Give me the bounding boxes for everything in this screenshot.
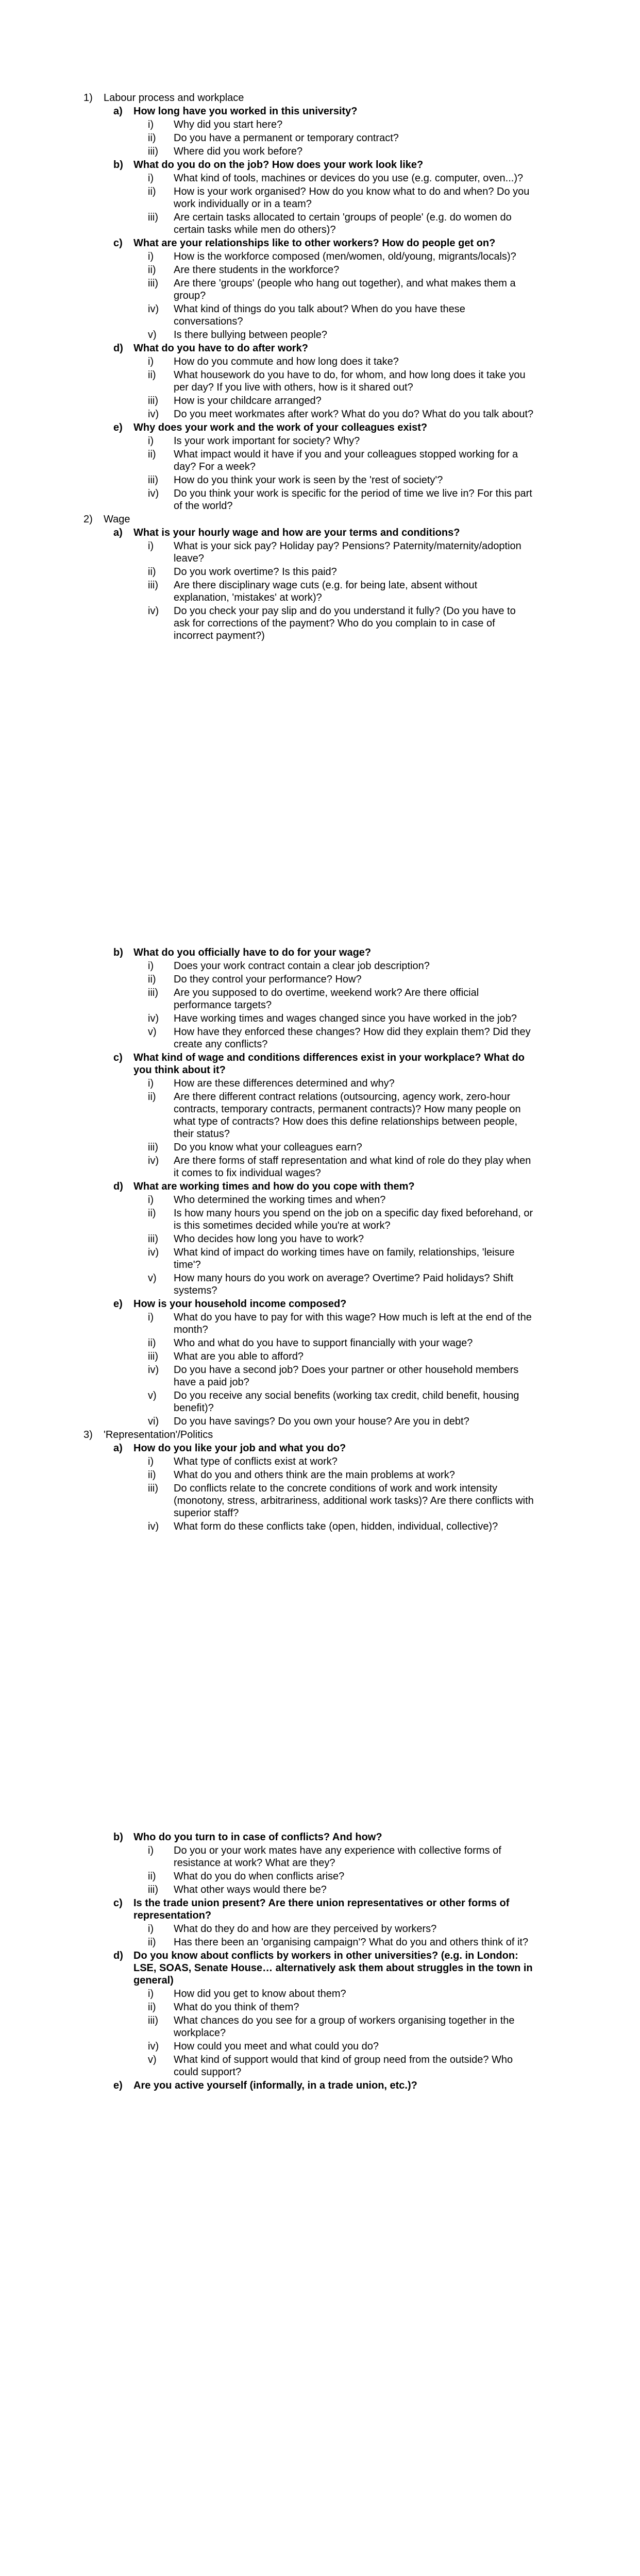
question-numeral: ii) bbox=[148, 449, 156, 460]
question-item bbox=[133, 1141, 547, 1154]
subsection-heading bbox=[113, 421, 547, 434]
question-item bbox=[133, 448, 547, 473]
question-text: What kind of impact do working times have on family, relationships, 'leisure time'? bbox=[174, 1247, 515, 1270]
subsection-letter: a) bbox=[113, 1443, 123, 1454]
question-numeral: vi) bbox=[148, 1416, 159, 1427]
question-numeral: iii) bbox=[148, 580, 158, 591]
subsection-letter: e) bbox=[113, 1298, 123, 1310]
subsection-question: What kind of wage and conditions differences exist in your workplace? What do you think about it? bbox=[133, 1052, 525, 1076]
question-text: Are there disciplinary wage cuts (e.g. for being late, absent without explanation, 'mistakes' at work)? bbox=[174, 580, 478, 603]
question-text: How did you get to know about them? bbox=[174, 1988, 346, 1999]
subsection bbox=[113, 105, 547, 158]
subsection-heading bbox=[113, 342, 547, 354]
question-numeral: v) bbox=[148, 1390, 157, 1401]
question-item bbox=[133, 1012, 547, 1025]
subsection bbox=[113, 1831, 547, 1896]
question-numeral: iii) bbox=[148, 2015, 158, 2026]
section bbox=[83, 946, 547, 1428]
subsection-letter: a) bbox=[113, 106, 123, 117]
question-text: Do you meet workmates after work? What do you do? What do you talk about? bbox=[174, 409, 534, 420]
question-item bbox=[133, 1350, 547, 1363]
question-numeral: iii) bbox=[148, 212, 158, 223]
question-item bbox=[133, 1311, 547, 1336]
question-numeral: i) bbox=[148, 1456, 154, 1467]
question-numeral: iv) bbox=[148, 1364, 159, 1376]
question-item bbox=[133, 1469, 547, 1481]
question-item bbox=[133, 1455, 547, 1468]
question-item bbox=[133, 277, 547, 302]
question-item bbox=[133, 1091, 547, 1140]
subsection-heading bbox=[113, 1442, 547, 1454]
question-text: How many hours do you work on average? Overtime? Paid holidays? Shift systems? bbox=[174, 1273, 514, 1296]
question-item bbox=[133, 1870, 547, 1883]
question-text: Do you or your work mates have any experience with collective forms of resistance at work? What are they? bbox=[174, 1845, 501, 1869]
subsection bbox=[113, 1298, 547, 1428]
question-text: What housework do you have to do, for whom, and how long does it take you per day? If you live with others, how is it shared out? bbox=[174, 369, 526, 393]
question-text: Do you think your work is specific for the period of time we live in? For this part of the world? bbox=[174, 488, 532, 512]
question-numeral: iv) bbox=[148, 409, 159, 420]
section-title: Wage bbox=[104, 514, 130, 525]
subsection-question: What do you officially have to do for your wage? bbox=[133, 947, 372, 958]
subsection bbox=[113, 946, 547, 1050]
question-text: Do you work overtime? Is this paid? bbox=[174, 566, 337, 578]
subsection-question: How is your household income composed? bbox=[133, 1298, 347, 1310]
question-numeral: ii) bbox=[148, 2002, 156, 2013]
question-numeral: i) bbox=[148, 119, 154, 130]
question-item bbox=[133, 960, 547, 972]
question-item bbox=[133, 1415, 547, 1428]
question-text: Is there bullying between people? bbox=[174, 329, 327, 341]
question-numeral: v) bbox=[148, 1273, 157, 1284]
section bbox=[83, 513, 547, 642]
question-numeral: i) bbox=[148, 356, 154, 367]
question-numeral: iii) bbox=[148, 1884, 158, 1895]
section-number: 1) bbox=[83, 92, 93, 104]
question-numeral: iv) bbox=[148, 1521, 159, 1532]
question-numeral: iv) bbox=[148, 1247, 159, 1258]
question-item bbox=[133, 329, 547, 341]
question-item bbox=[133, 540, 547, 565]
section bbox=[83, 1429, 547, 1533]
subsection-question: Who do you turn to in case of conflicts? And how? bbox=[133, 1832, 382, 1843]
question-text: How are these differences determined and why? bbox=[174, 1078, 395, 1089]
question-text: What kind of things do you talk about? When do you have these conversations? bbox=[174, 303, 465, 327]
subsection-heading bbox=[113, 527, 547, 539]
section-heading bbox=[83, 513, 547, 526]
question-text: What kind of tools, machines or devices do you use (e.g. computer, oven...)? bbox=[174, 173, 524, 184]
question-text: How could you meet and what could you do? bbox=[174, 2041, 379, 2052]
question-numeral: iii) bbox=[148, 1142, 158, 1153]
question-numeral: ii) bbox=[148, 1937, 156, 1948]
subsection bbox=[113, 1180, 547, 1297]
question-item bbox=[133, 172, 547, 184]
question-item bbox=[133, 1364, 547, 1388]
question-numeral: iv) bbox=[148, 605, 159, 617]
question-item bbox=[133, 1026, 547, 1050]
question-item bbox=[133, 1936, 547, 1948]
question-item bbox=[133, 408, 547, 420]
section bbox=[83, 92, 547, 512]
question-numeral: i) bbox=[148, 1923, 154, 1935]
subsection-heading bbox=[113, 159, 547, 171]
question-text: Are you supposed to do overtime, weekend work? Are there official performance targets? bbox=[174, 987, 479, 1011]
question-numeral: iii) bbox=[148, 987, 158, 998]
question-item bbox=[133, 1155, 547, 1179]
subsection bbox=[113, 237, 547, 341]
subsection bbox=[113, 159, 547, 236]
question-text: What type of conflicts exist at work? bbox=[174, 1456, 338, 1467]
subsection-heading bbox=[113, 1897, 547, 1922]
section-heading bbox=[83, 1429, 547, 1441]
question-text: Where did you work before? bbox=[174, 146, 303, 157]
section-title: Labour process and workplace bbox=[104, 92, 244, 104]
question-numeral: ii) bbox=[148, 186, 156, 197]
subsection bbox=[113, 342, 547, 420]
subsection-question: Why does your work and the work of your colleagues exist? bbox=[133, 422, 428, 433]
question-text: What chances do you see for a group of workers organising together in the workplace? bbox=[174, 2015, 515, 2039]
question-numeral: v) bbox=[148, 329, 157, 341]
subsection bbox=[113, 1897, 547, 1948]
question-text: Do you have a second job? Does your partner or other household members have a paid job? bbox=[174, 1364, 519, 1388]
question-item bbox=[133, 1844, 547, 1869]
subsection-question: Is the trade union present? Are there union representatives or other forms of representation? bbox=[133, 1897, 510, 1921]
question-item bbox=[133, 355, 547, 368]
question-text: Do you receive any social benefits (working tax credit, child benefit, housing benefit)? bbox=[174, 1390, 519, 1414]
question-item bbox=[133, 1389, 547, 1414]
page2-block bbox=[83, 945, 547, 1533]
question-text: Do you check your pay slip and do you understand it fully? (Do you have to ask for corrections of the payment? Who do you complain to in case of incorrect payment?) bbox=[174, 605, 516, 641]
subsection-letter: a) bbox=[113, 527, 123, 538]
question-text: What form do these conflicts take (open, hidden, individual, collective)? bbox=[174, 1521, 498, 1532]
question-item bbox=[133, 264, 547, 276]
section-number: 3) bbox=[83, 1429, 93, 1440]
question-item bbox=[133, 1520, 547, 1533]
question-numeral: i) bbox=[148, 960, 154, 972]
question-text: What other ways would there be? bbox=[174, 1884, 327, 1895]
subsection bbox=[113, 527, 547, 642]
question-numeral: ii) bbox=[148, 1208, 156, 1219]
question-item bbox=[133, 250, 547, 263]
question-item bbox=[133, 579, 547, 604]
question-item bbox=[133, 1077, 547, 1090]
question-item bbox=[133, 987, 547, 1011]
question-item bbox=[133, 303, 547, 328]
subsection-letter: b) bbox=[113, 1832, 123, 1843]
question-text: Is your work important for society? Why? bbox=[174, 435, 360, 447]
question-item bbox=[133, 2054, 547, 2078]
question-item bbox=[133, 1194, 547, 1206]
question-text: What do you think of them? bbox=[174, 2002, 299, 2013]
question-numeral: i) bbox=[148, 1845, 154, 1856]
section-heading bbox=[83, 92, 547, 104]
question-item bbox=[133, 1246, 547, 1271]
question-numeral: v) bbox=[148, 1026, 157, 1038]
subsection-question: What is your hourly wage and how are your terms and conditions? bbox=[133, 527, 460, 538]
question-item bbox=[133, 185, 547, 210]
question-text: How is your childcare arranged? bbox=[174, 395, 322, 406]
subsection bbox=[113, 1950, 547, 2078]
question-item bbox=[133, 369, 547, 394]
question-text: Are there different contract relations (outsourcing, agency work, zero-hour contracts, temporary contracts, permanent contracts)? How many people on what type of contracts? How does this define relationships between people, their status? bbox=[174, 1091, 521, 1140]
question-text: How do you commute and how long does it take? bbox=[174, 356, 399, 367]
question-text: Do you know what your colleagues earn? bbox=[174, 1142, 362, 1153]
question-text: Are there forms of staff representation and what kind of role do they play when it comes to fix individual wages? bbox=[174, 1155, 531, 1179]
question-numeral: iv) bbox=[148, 1155, 159, 1166]
section bbox=[83, 1831, 547, 2092]
question-text: How is the workforce composed (men/women, old/young, migrants/locals)? bbox=[174, 251, 516, 262]
question-numeral: ii) bbox=[148, 974, 156, 985]
subsection-heading bbox=[113, 105, 547, 117]
question-item bbox=[133, 1233, 547, 1245]
subsection bbox=[113, 421, 547, 512]
question-text: Do you have savings? Do you own your house? Are you in debt? bbox=[174, 1416, 469, 1427]
question-text: Are certain tasks allocated to certain 'groups of people' (e.g. do women do certain tasks while men do others)? bbox=[174, 212, 512, 235]
question-item bbox=[133, 605, 547, 642]
question-text: What impact would it have if you and your colleagues stopped working for a day? For a week? bbox=[174, 449, 518, 472]
question-text: What kind of support would that kind of group need from the outside? Who could support? bbox=[174, 2054, 513, 2078]
question-text: How is your work organised? How do you know what to do and when? Do you work individually or in a team? bbox=[174, 186, 530, 210]
subsection-letter: d) bbox=[113, 343, 123, 354]
subsection-question: Are you active yourself (informally, in a trade union, etc.)? bbox=[133, 2080, 417, 2091]
question-numeral: i) bbox=[148, 1988, 154, 1999]
subsection-letter: e) bbox=[113, 422, 123, 433]
subsection-question: Do you know about conflicts by workers in other universities? (e.g. in London: LSE, SOAS, Senate House… alternatively ask them about struggles in the town in general) bbox=[133, 1950, 533, 1986]
subsection bbox=[113, 2079, 547, 2092]
question-text: Have working times and wages changed since you have worked in the job? bbox=[174, 1013, 517, 1024]
subsection-heading bbox=[113, 1052, 547, 1076]
question-numeral: i) bbox=[148, 1194, 154, 1206]
question-item bbox=[133, 2040, 547, 2053]
subsection-question: What do you have to do after work? bbox=[133, 343, 308, 354]
question-item bbox=[133, 474, 547, 486]
question-item bbox=[133, 2001, 547, 2013]
subsection-heading bbox=[113, 237, 547, 249]
question-item bbox=[133, 1884, 547, 1896]
question-numeral: ii) bbox=[148, 132, 156, 144]
question-numeral: iii) bbox=[148, 1233, 158, 1245]
question-item bbox=[133, 1337, 547, 1349]
question-numeral: ii) bbox=[148, 1871, 156, 1882]
question-item bbox=[133, 1923, 547, 1935]
question-numeral: iii) bbox=[148, 474, 158, 486]
subsection-question: What are your relationships like to other workers? How do people get on? bbox=[133, 238, 496, 249]
question-numeral: i) bbox=[148, 173, 154, 184]
question-numeral: i) bbox=[148, 1078, 154, 1089]
subsection-letter: c) bbox=[113, 238, 123, 249]
question-item bbox=[133, 1272, 547, 1297]
question-item bbox=[133, 145, 547, 158]
subsection-letter: e) bbox=[113, 2080, 123, 2091]
subsection-letter: b) bbox=[113, 159, 123, 171]
question-item bbox=[133, 118, 547, 131]
question-numeral: ii) bbox=[148, 566, 156, 578]
question-text: Do conflicts relate to the concrete conditions of work and work intensity (monotony, stress, arbitrariness, additional work tasks)? Are there conflicts with superior staff? bbox=[174, 1483, 534, 1519]
question-text: Who determined the working times and when? bbox=[174, 1194, 386, 1206]
question-numeral: i) bbox=[148, 1312, 154, 1323]
question-text: What is your sick pay? Holiday pay? Pensions? Paternity/maternity/adoption leave? bbox=[174, 540, 521, 564]
question-text: Are there students in the workforce? bbox=[174, 264, 340, 276]
subsection-heading bbox=[113, 1298, 547, 1310]
question-item bbox=[133, 487, 547, 512]
question-numeral: iii) bbox=[148, 146, 158, 157]
question-numeral: iv) bbox=[148, 303, 159, 315]
subsection-letter: b) bbox=[113, 947, 123, 958]
question-text: How do you think your work is seen by the 'rest of society'? bbox=[174, 474, 443, 486]
subsection bbox=[113, 1442, 547, 1533]
question-item bbox=[133, 132, 547, 144]
question-numeral: iv) bbox=[148, 2041, 159, 2052]
section-number: 2) bbox=[83, 514, 93, 525]
question-item bbox=[133, 1482, 547, 1519]
question-text: What do you and others think are the main problems at work? bbox=[174, 1469, 455, 1481]
question-item bbox=[133, 395, 547, 407]
question-text: Who and what do you have to support financially with your wage? bbox=[174, 1337, 473, 1349]
question-numeral: i) bbox=[148, 540, 154, 552]
question-numeral: ii) bbox=[148, 1469, 156, 1481]
question-item bbox=[133, 2014, 547, 2039]
question-item bbox=[133, 1207, 547, 1232]
question-item bbox=[133, 1988, 547, 2000]
question-numeral: i) bbox=[148, 251, 154, 262]
question-item bbox=[133, 566, 547, 578]
question-text: Has there been an 'organising campaign'? What do you and others think of it? bbox=[174, 1937, 529, 1948]
question-numeral: iv) bbox=[148, 488, 159, 499]
question-text: Do they control your performance? How? bbox=[174, 974, 362, 985]
subsection-heading bbox=[113, 1831, 547, 1843]
question-numeral: v) bbox=[148, 2054, 157, 2065]
question-numeral: ii) bbox=[148, 1091, 156, 1103]
subsection-question: What are working times and how do you cope with them? bbox=[133, 1181, 415, 1192]
question-text: Is how many hours you spend on the job on a specific day fixed beforehand, or is this sometimes decided while you're at work? bbox=[174, 1208, 533, 1231]
subsection-heading bbox=[113, 1950, 547, 1987]
question-text: What do they do and how are they perceived by workers? bbox=[174, 1923, 437, 1935]
question-text: Who decides how long you have to work? bbox=[174, 1233, 364, 1245]
subsection-heading bbox=[113, 2079, 547, 2092]
section-title: 'Representation'/Politics bbox=[104, 1429, 213, 1440]
subsection-heading bbox=[113, 946, 547, 959]
subsection-letter: c) bbox=[113, 1897, 123, 1909]
question-text: Why did you start here? bbox=[174, 119, 283, 130]
subsection-letter: d) bbox=[113, 1181, 123, 1192]
question-item bbox=[133, 435, 547, 447]
page1-block bbox=[83, 91, 547, 642]
question-text: What are you able to afford? bbox=[174, 1351, 304, 1362]
subsection-question: How do you like your job and what you do? bbox=[133, 1443, 346, 1454]
question-text: What do you have to pay for with this wage? How much is left at the end of the month? bbox=[174, 1312, 532, 1335]
subsection-question: What do you do on the job? How does your work look like? bbox=[133, 159, 424, 171]
page3-block bbox=[83, 1830, 547, 2092]
question-item bbox=[133, 211, 547, 236]
subsection bbox=[113, 1052, 547, 1179]
question-numeral: iii) bbox=[148, 278, 158, 289]
question-text: How have they enforced these changes? How did they explain them? Did they create any conflicts? bbox=[174, 1026, 531, 1050]
question-numeral: iii) bbox=[148, 1351, 158, 1362]
question-text: Are there 'groups' (people who hang out together), and what makes them a group? bbox=[174, 278, 516, 301]
question-item bbox=[133, 973, 547, 986]
question-numeral: iii) bbox=[148, 395, 158, 406]
question-numeral: i) bbox=[148, 435, 154, 447]
subsection-heading bbox=[113, 1180, 547, 1193]
question-numeral: iii) bbox=[148, 1483, 158, 1494]
question-numeral: ii) bbox=[148, 369, 156, 381]
question-text: What do you do when conflicts arise? bbox=[174, 1871, 345, 1882]
subsection-question: How long have you worked in this university? bbox=[133, 106, 358, 117]
question-text: Does your work contract contain a clear job description? bbox=[174, 960, 430, 972]
subsection-letter: c) bbox=[113, 1052, 123, 1063]
subsection-letter: d) bbox=[113, 1950, 123, 1961]
question-numeral: iv) bbox=[148, 1013, 159, 1024]
question-text: Do you have a permanent or temporary contract? bbox=[174, 132, 399, 144]
question-numeral: ii) bbox=[148, 1337, 156, 1349]
question-numeral: ii) bbox=[148, 264, 156, 276]
